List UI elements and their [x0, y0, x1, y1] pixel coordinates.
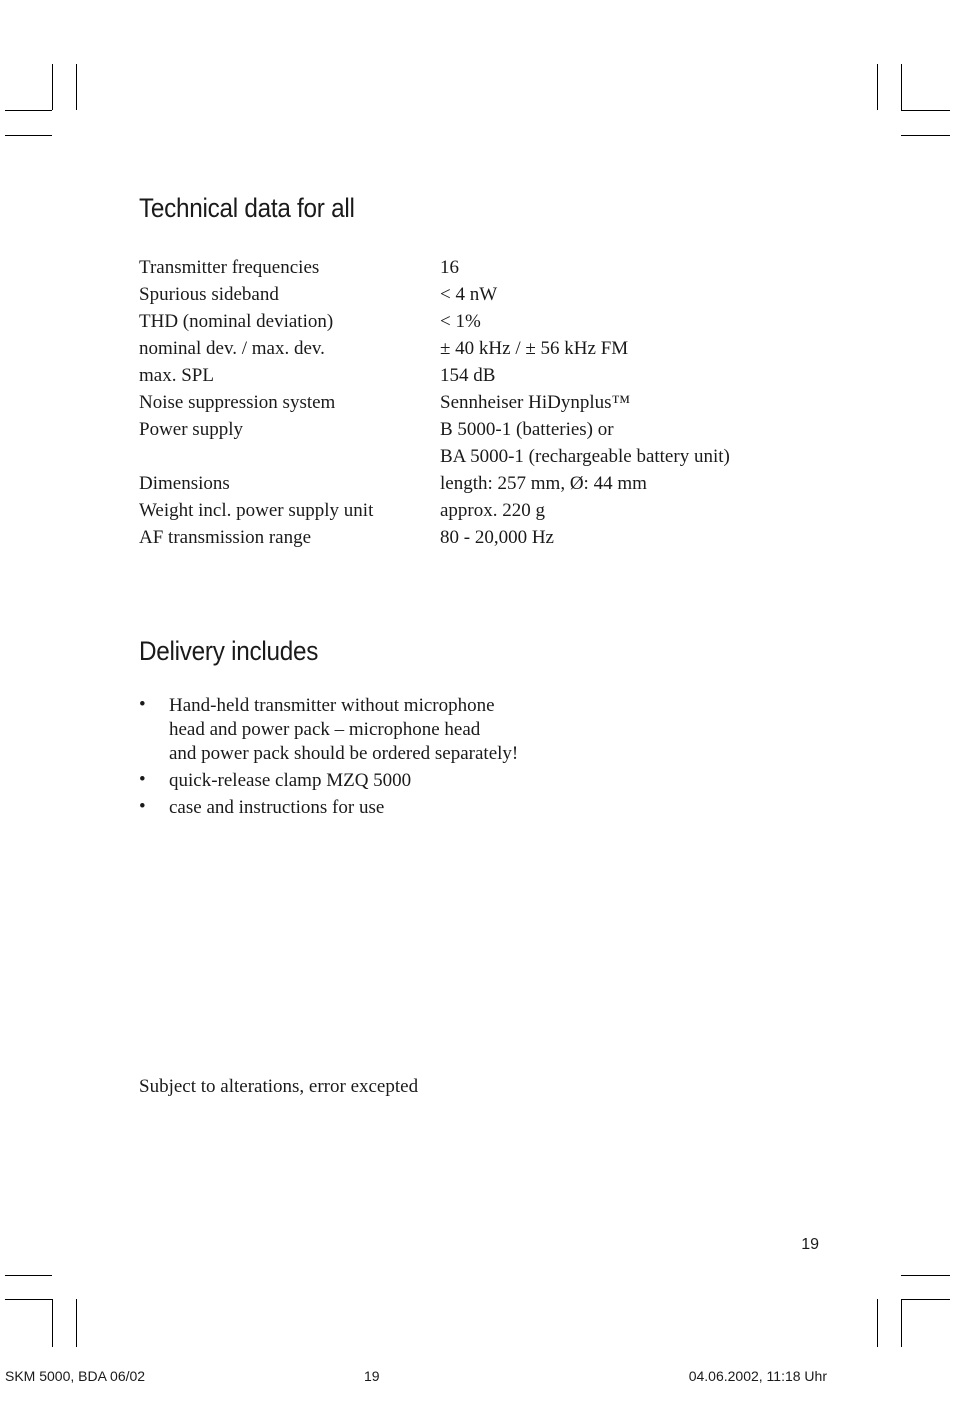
footer-page-number: 19	[364, 1368, 380, 1384]
spec-label: Spurious sideband	[139, 284, 279, 305]
spec-value: < 4 nW	[440, 284, 498, 305]
list-item-text: quick-release clamp MZQ 5000	[169, 770, 412, 791]
crop-mark	[52, 64, 53, 110]
crop-mark	[76, 1299, 77, 1347]
spec-value: 16	[440, 257, 459, 278]
spec-value: length: 257 mm, Ø: 44 mm	[440, 473, 647, 494]
spec-value: B 5000-1 (batteries) or	[440, 419, 614, 440]
crop-mark	[901, 1275, 950, 1276]
bullet: •	[139, 769, 146, 790]
spec-row	[139, 443, 799, 470]
crop-mark	[52, 1299, 53, 1347]
spec-value: BA 5000-1 (rechargeable battery unit)	[440, 446, 730, 467]
spec-row	[139, 497, 799, 524]
spec-row	[139, 362, 799, 389]
spec-label: max. SPL	[139, 365, 214, 386]
spec-value: ± 40 kHz / ± 56 kHz FM	[440, 338, 629, 359]
crop-mark	[877, 64, 878, 110]
crop-mark	[76, 64, 77, 110]
spec-value: < 1%	[440, 311, 481, 332]
spec-label: Dimensions	[139, 473, 230, 494]
spec-label: THD (nominal deviation)	[139, 311, 334, 332]
spec-row	[139, 254, 799, 281]
list-item	[139, 769, 518, 793]
crop-mark	[901, 135, 950, 136]
spec-row	[139, 389, 799, 416]
crop-mark	[5, 110, 52, 111]
spec-label: AF transmission range	[139, 527, 312, 548]
page-number: 19	[801, 1236, 819, 1253]
crop-mark	[901, 64, 902, 110]
spec-value: Sennheiser HiDynplus™	[440, 392, 631, 413]
spec-row	[139, 335, 799, 362]
spec-label: Weight incl. power supply unit	[139, 500, 374, 521]
technical-data-table	[139, 254, 799, 551]
alterations-note: Subject to alterations, error excepted	[139, 1076, 419, 1097]
spec-row	[139, 308, 799, 335]
spec-label: Noise suppression system	[139, 392, 336, 413]
spec-row	[139, 416, 799, 443]
spec-row	[139, 281, 799, 308]
delivery-heading: Delivery includes	[139, 636, 319, 666]
list-item-text: head and power pack – microphone head	[169, 719, 481, 740]
spec-label: Power supply	[139, 419, 243, 440]
spec-label	[139, 443, 440, 470]
delivery-list	[139, 694, 518, 823]
crop-mark	[877, 1299, 878, 1347]
bullet: •	[139, 796, 146, 817]
spec-value: 80 - 20,000 Hz	[440, 527, 554, 548]
technical-data-heading: Technical data for all	[139, 193, 355, 223]
crop-mark	[901, 1299, 950, 1300]
crop-mark	[5, 135, 52, 136]
list-item-text: Hand-held transmitter without microphone	[169, 695, 495, 716]
crop-mark	[901, 1299, 902, 1347]
crop-mark	[5, 1275, 52, 1276]
spec-label: Transmitter frequencies	[139, 257, 320, 278]
spec-value: 154 dB	[440, 365, 496, 386]
crop-mark	[5, 1299, 52, 1300]
footer-timestamp: 04.06.2002, 11:18 Uhr	[688, 1368, 827, 1384]
crop-mark	[901, 110, 950, 111]
spec-value: approx. 220 g	[440, 500, 546, 521]
list-item	[139, 694, 518, 766]
list-item-text: case and instructions for use	[169, 797, 385, 818]
list-item	[139, 796, 518, 820]
footer-document-id: SKM 5000, BDA 06/02	[5, 1368, 146, 1384]
spec-row	[139, 470, 799, 497]
list-item-text: and power pack should be ordered separately!	[169, 743, 519, 764]
bullet: •	[139, 694, 146, 715]
spec-label: nominal dev. / max. dev.	[139, 338, 325, 359]
spec-row	[139, 524, 799, 551]
